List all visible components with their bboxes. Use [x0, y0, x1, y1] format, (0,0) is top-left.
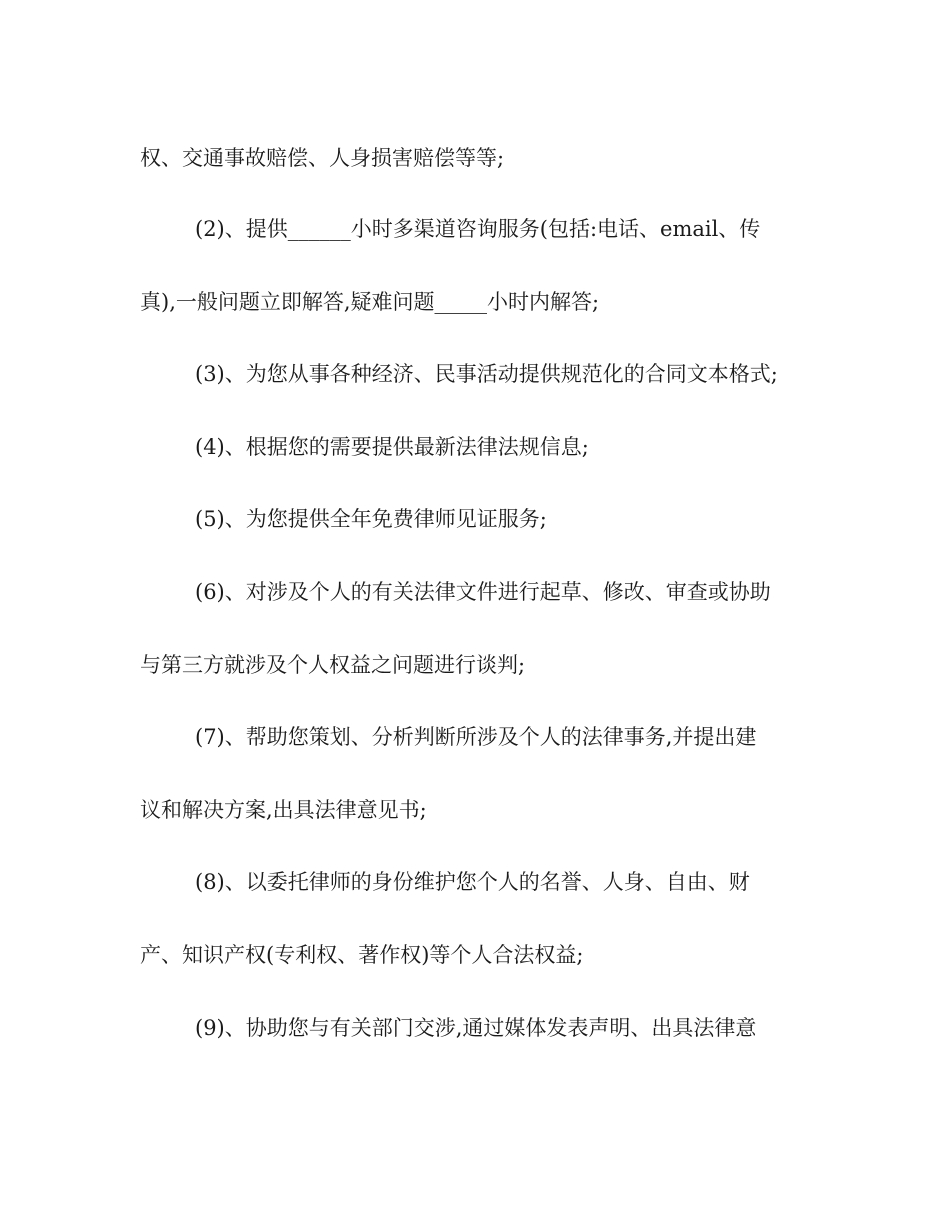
list-item-6: (6)、对涉及个人的有关法律文件进行起草、修改、审查或协助 [195, 580, 771, 604]
list-item-6-continuation: 与第三方就涉及个人权益之问题进行谈判; [140, 653, 526, 677]
text-line-continuation: 权、交通事故赔偿、人身损害赔偿等等; [140, 146, 505, 170]
list-item-2-continuation: 真),一般问题立即解答,疑难问题_____小时内解答; [140, 290, 600, 314]
list-item-9: (9)、协助您与有关部门交涉,通过媒体发表声明、出具法律意 [195, 1016, 757, 1040]
list-item-5: (5)、为您提供全年免费律师见证服务; [195, 507, 547, 531]
list-item-7-continuation: 议和解决方案,出具法律意见书; [140, 798, 427, 822]
list-item-3: (3)、为您从事各种经济、民事活动提供规范化的合同文本格式; [195, 362, 778, 386]
list-item-2: (2)、提供______小时多渠道咨询服务(包括:电话、email、传 [195, 217, 761, 241]
list-item-8: (8)、以委托律师的身份维护您个人的名誉、人身、自由、财 [195, 870, 750, 894]
list-item-4: (4)、根据您的需要提供最新法律法规信息; [195, 435, 589, 459]
list-item-8-continuation: 产、知识产权(专利权、著作权)等个人合法权益; [140, 943, 584, 967]
list-item-7: (7)、帮助您策划、分析判断所涉及个人的法律事务,并提出建 [195, 725, 757, 749]
